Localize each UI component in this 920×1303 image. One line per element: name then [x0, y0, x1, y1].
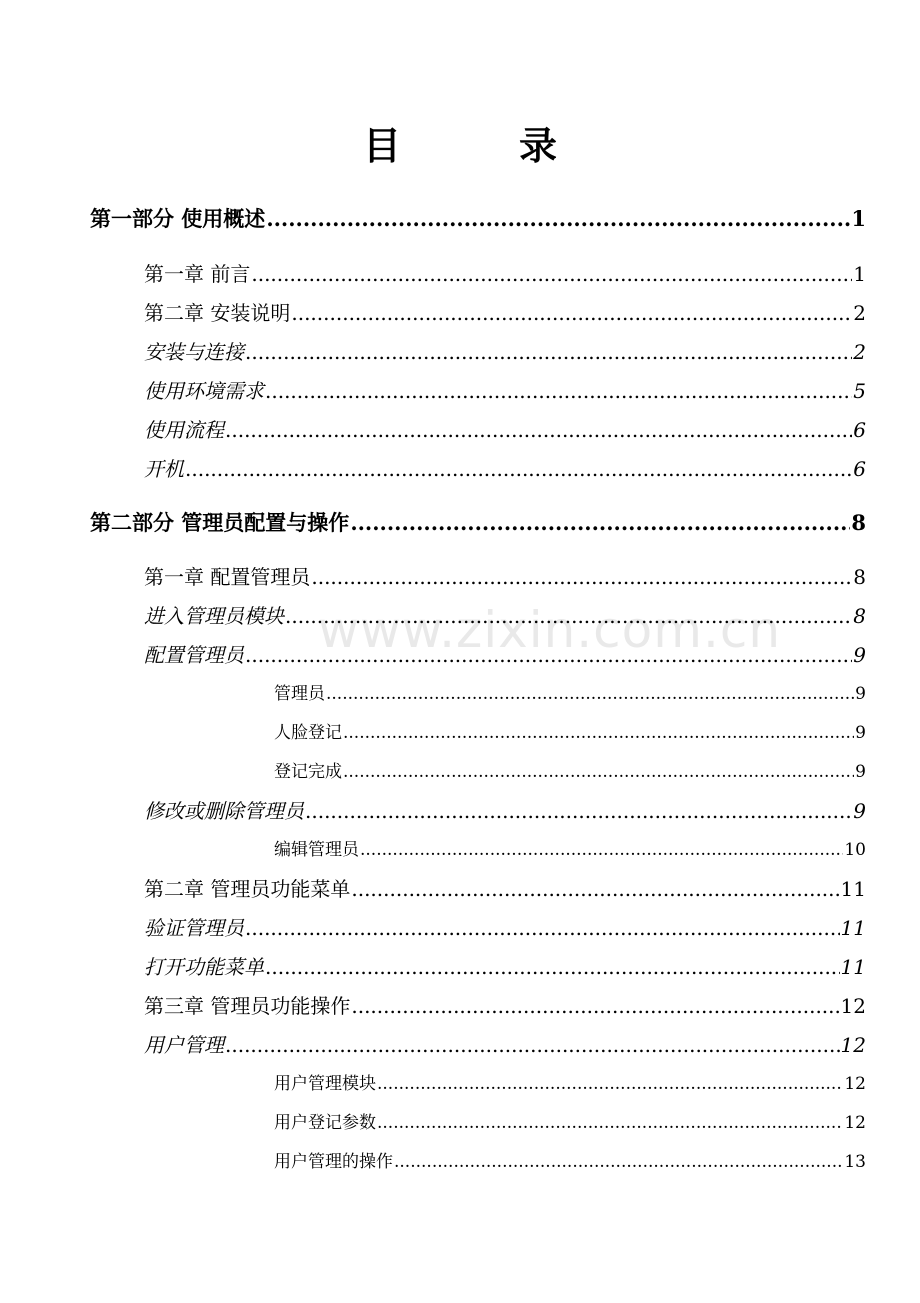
toc-entry[interactable] — [144, 990, 866, 1020]
toc-entry-page: 11 — [840, 877, 866, 901]
toc-entry[interactable] — [144, 297, 866, 327]
dot-leader — [343, 723, 854, 743]
dot-leader — [351, 877, 839, 901]
toc-entry-label: 第三章 管理员功能操作 — [144, 994, 351, 1018]
dot-leader — [285, 604, 852, 628]
toc-entry[interactable] — [274, 718, 866, 744]
toc-entry[interactable] — [144, 1029, 866, 1059]
toc-entry-page: 6 — [853, 418, 866, 442]
dot-leader — [350, 510, 850, 535]
toc-entry[interactable] — [144, 873, 866, 903]
toc-entry-page: 10 — [844, 840, 866, 860]
toc-entry-label: 打开功能菜单 — [144, 955, 264, 979]
toc-entry-label: 开机 — [144, 457, 184, 481]
toc-entry-page: 12 — [840, 994, 866, 1018]
toc-entry-label: 用户管理 — [144, 1033, 224, 1057]
toc-entry-page: 5 — [853, 379, 866, 403]
toc-entry-label: 修改或删除管理员 — [144, 799, 304, 823]
toc-entry[interactable] — [274, 1147, 866, 1173]
toc-entry-page: 9 — [855, 762, 866, 782]
toc-entry-page: 13 — [844, 1152, 866, 1172]
toc-entry[interactable] — [274, 1069, 866, 1095]
toc-entry-page: 12 — [840, 1033, 866, 1057]
dot-leader — [343, 762, 854, 782]
dot-leader — [265, 955, 840, 979]
toc-entry-label: 管理员 — [274, 684, 325, 704]
toc-entry[interactable] — [144, 453, 866, 483]
dot-leader — [265, 379, 852, 403]
toc-entry-label: 编辑管理员 — [274, 840, 359, 860]
toc-entry[interactable] — [144, 795, 866, 825]
dot-leader — [266, 206, 850, 231]
dot-leader — [377, 1113, 843, 1133]
dot-leader — [305, 799, 852, 823]
watermark: www.zixin.com.cn — [318, 601, 782, 659]
toc-entry-page: 9 — [853, 799, 866, 823]
toc-entry-page: 2 — [853, 340, 866, 364]
toc-entry[interactable] — [274, 757, 866, 783]
toc-entry-page: 11 — [840, 955, 866, 979]
toc-entry-page: 8 — [853, 565, 866, 589]
toc-entry-label: 配置管理员 — [144, 643, 244, 667]
toc-entry[interactable] — [144, 336, 866, 366]
toc-entry[interactable] — [144, 912, 866, 942]
toc-entry[interactable] — [274, 835, 866, 861]
dot-leader — [377, 1074, 843, 1094]
toc-entry[interactable] — [144, 375, 866, 405]
dot-leader — [225, 418, 852, 442]
toc-entry-label: 进入管理员模块 — [144, 604, 284, 628]
toc-entry-page: 12 — [844, 1113, 866, 1133]
toc-entry-label: 安装与连接 — [144, 340, 244, 364]
toc-entry-label: 登记完成 — [274, 762, 342, 782]
toc-entry[interactable] — [144, 600, 866, 630]
toc-entry-label: 第二章 安装说明 — [144, 301, 291, 325]
toc-entry-page: 11 — [840, 916, 866, 940]
dot-leader — [291, 301, 852, 325]
toc-entry[interactable] — [274, 1108, 866, 1134]
toc-entry[interactable] — [144, 258, 866, 288]
dot-leader — [394, 1152, 843, 1172]
toc-entry[interactable] — [90, 507, 866, 537]
toc-entry-page: 1 — [853, 262, 866, 286]
toc-entry[interactable] — [144, 639, 866, 669]
toc-entry[interactable] — [144, 951, 866, 981]
dot-leader — [245, 916, 840, 940]
toc-entry-label: 第一部分 使用概述 — [90, 206, 266, 231]
dot-leader — [351, 994, 839, 1018]
toc-entry-page: 8 — [853, 604, 866, 628]
toc-entry-label: 用户管理模块 — [274, 1074, 376, 1094]
toc-entry[interactable] — [274, 679, 866, 705]
toc-entry-page: 1 — [851, 206, 866, 231]
toc-entry-page: 2 — [853, 301, 866, 325]
toc-entry-page: 12 — [844, 1074, 866, 1094]
toc-entry-label: 使用环境需求 — [144, 379, 264, 403]
toc-entry[interactable] — [144, 561, 866, 591]
toc-entry-page: 9 — [853, 643, 866, 667]
dot-leader — [311, 565, 852, 589]
dot-leader — [326, 684, 854, 704]
toc-entry-label: 人脸登记 — [274, 723, 342, 743]
toc-entry-page: 6 — [853, 457, 866, 481]
toc-entry-page: 8 — [851, 510, 866, 535]
dot-leader — [225, 1033, 840, 1057]
toc-entry-label: 验证管理员 — [144, 916, 244, 940]
toc-entry[interactable] — [144, 414, 866, 444]
dot-leader — [360, 840, 843, 860]
page-title: 目 录 — [362, 123, 597, 168]
toc-entry-page: 9 — [855, 684, 866, 704]
toc-entry-label: 第一章 前言 — [144, 262, 251, 286]
toc-entry[interactable] — [90, 203, 866, 233]
toc-entry-label: 用户管理的操作 — [274, 1152, 393, 1172]
toc-entry-label: 第一章 配置管理员 — [144, 565, 311, 589]
toc-entry-label: 第二章 管理员功能菜单 — [144, 877, 351, 901]
dot-leader — [251, 262, 852, 286]
toc-entry-label: 第二部分 管理员配置与操作 — [90, 510, 350, 535]
dot-leader — [245, 643, 852, 667]
toc-entry-label: 使用流程 — [144, 418, 224, 442]
dot-leader — [245, 340, 852, 364]
toc-entry-page: 9 — [855, 723, 866, 743]
toc-entry-label: 用户登记参数 — [274, 1113, 376, 1133]
dot-leader — [185, 457, 852, 481]
